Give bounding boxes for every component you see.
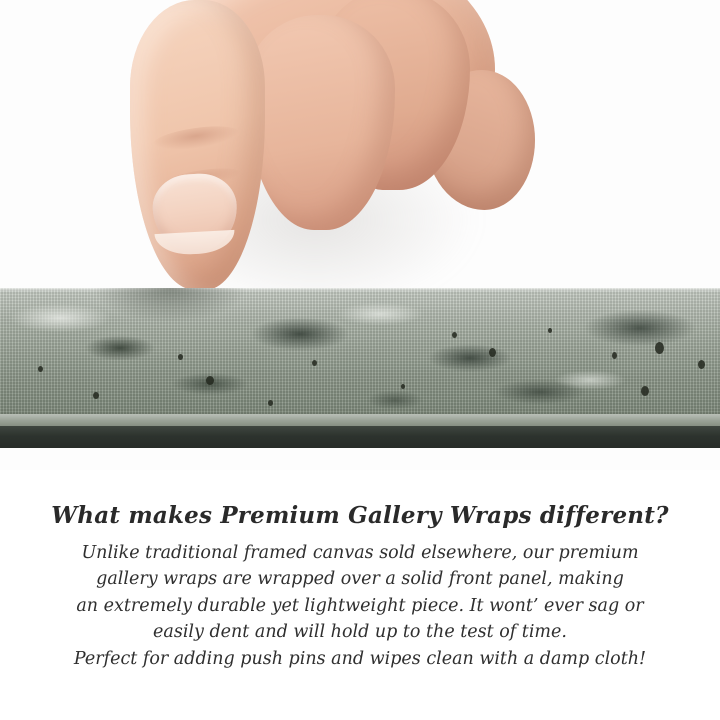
caption-line: gallery wraps are wrapped over a solid front panel, making (96, 569, 624, 590)
caption-block (0, 470, 720, 720)
finger-middle (245, 15, 395, 230)
caption-line: easily dent and will hold up to the test of time. (153, 622, 567, 643)
canvas-speck (641, 386, 649, 396)
canvas-speck (178, 354, 183, 360)
canvas-speck (206, 376, 214, 385)
caption-headline: What makes Premium Gallery Wraps different? (51, 502, 669, 529)
canvas-speck (548, 328, 552, 333)
human-hand (95, 0, 515, 320)
canvas-speck (612, 352, 617, 359)
canvas-speck (401, 384, 405, 389)
gallery-wrap-canvas-edge (0, 288, 720, 448)
canvas-speck (93, 392, 99, 399)
caption-line: Unlike traditional framed canvas sold elsewhere, our premium (81, 542, 639, 563)
canvas-speck (698, 360, 705, 369)
caption-line: an extremely durable yet lightweight piece. It wont’ ever sag or (76, 595, 644, 616)
caption-line: Perfect for adding push pins and wipes clean with a damp cloth! (73, 648, 647, 669)
canvas-drop-shadow (0, 426, 720, 448)
canvas-speck (489, 348, 496, 357)
canvas-speck (655, 342, 664, 354)
canvas-speck (38, 366, 43, 372)
canvas-press-dent (95, 288, 245, 322)
canvas-speck (312, 360, 317, 366)
canvas-bottom-rail (0, 414, 720, 426)
canvas-speck (452, 332, 457, 338)
canvas-speck (268, 400, 273, 406)
caption-body (60, 540, 660, 673)
